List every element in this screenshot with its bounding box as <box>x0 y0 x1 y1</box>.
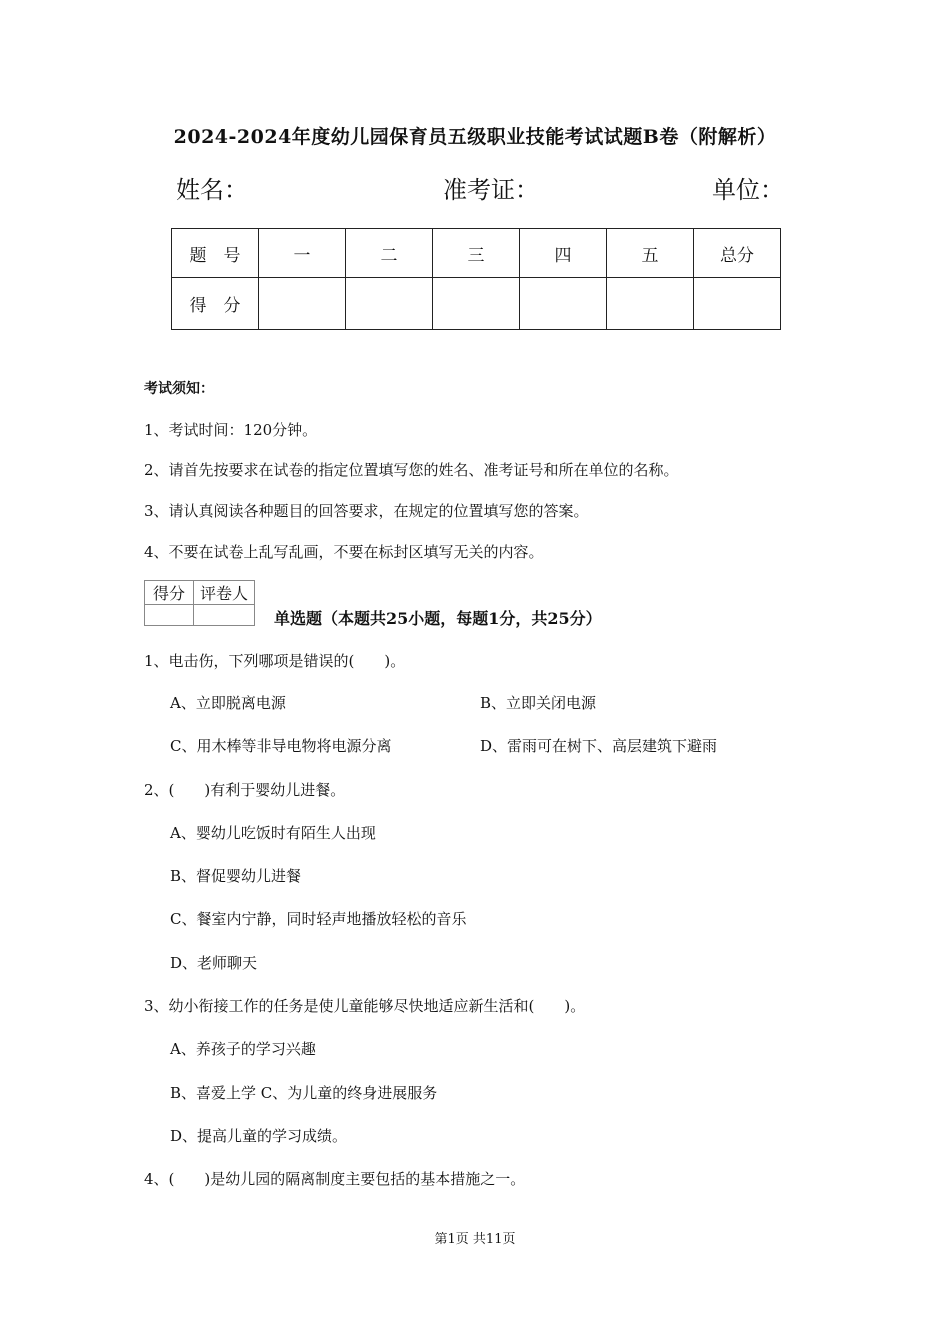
question-option: B、喜爱上学 C、为儿童的终身进展服务 <box>170 1084 438 1102</box>
question-stem: 2、( )有利于婴幼儿进餐。 <box>144 781 346 799</box>
score-table-header-row <box>172 229 781 278</box>
question-option: D、老师聊天 <box>170 954 258 972</box>
score-cell[interactable] <box>607 278 694 330</box>
score-table-header-cell: 二 <box>346 229 433 278</box>
grader-score-cell[interactable] <box>145 605 194 626</box>
question-option: C、用木棒等非导电物将电源分离 <box>170 737 392 755</box>
question-option: D、雷雨可在树下、高层建筑下避雨 <box>480 737 718 755</box>
page-footer: 第1页 共11页 <box>434 1232 516 1247</box>
score-table-header-cell: 四 <box>520 229 607 278</box>
grader-reviewer-cell[interactable] <box>194 605 255 626</box>
question-option: D、提高儿童的学习成绩。 <box>170 1127 348 1145</box>
exam-id-field-label: 准考证： <box>443 176 539 204</box>
question-option: C、餐室内宁静，同时轻声地播放轻松的音乐 <box>170 910 467 928</box>
score-cell[interactable] <box>694 278 781 330</box>
question-stem: 1、电击伤，下列哪项是错误的( )。 <box>144 652 406 670</box>
score-table <box>171 228 781 330</box>
score-cell[interactable] <box>259 278 346 330</box>
notice-item: 1、考试时间：120分钟。 <box>144 421 318 439</box>
question-option: A、立即脱离电源 <box>170 694 286 712</box>
question-option: A、婴幼儿吃饭时有陌生人出现 <box>170 824 376 842</box>
score-table-header-cell: 五 <box>607 229 694 278</box>
score-table-header-cell: 三 <box>433 229 520 278</box>
question-stem: 3、幼小衔接工作的任务是使儿童能够尽快地适应新生活和( )。 <box>144 997 586 1015</box>
score-table-score-row <box>172 278 781 330</box>
unit-field-label: 单位： <box>712 176 784 204</box>
grader-score-label: 得分 <box>145 581 194 605</box>
name-field-label: 姓名： <box>176 176 248 204</box>
section-title: 单选题（本题共25小题，每题1分，共25分） <box>274 609 602 628</box>
question-stem: 4、( )是幼儿园的隔离制度主要包括的基本措施之一。 <box>144 1170 526 1188</box>
score-table-row-label: 得 分 <box>172 278 259 330</box>
score-table-header-cell: 一 <box>259 229 346 278</box>
grader-box <box>144 580 255 626</box>
notice-item: 4、不要在试卷上乱写乱画，不要在标封区填写无关的内容。 <box>144 543 544 561</box>
notice-item: 3、请认真阅读各种题目的回答要求，在规定的位置填写您的答案。 <box>144 502 589 520</box>
score-table-header-cell: 题 号 <box>172 229 259 278</box>
notice-heading: 考试须知： <box>144 381 214 397</box>
question-option: B、立即关闭电源 <box>480 694 597 712</box>
question-option: B、督促婴幼儿进餐 <box>170 867 302 885</box>
grader-reviewer-label: 评卷人 <box>194 581 255 605</box>
notice-item: 2、请首先按要求在试卷的指定位置填写您的姓名、准考证号和所在单位的名称。 <box>144 461 679 479</box>
score-cell[interactable] <box>433 278 520 330</box>
exam-title: 2024-2024年度幼儿园保育员五级职业技能考试试题B卷（附解析） <box>173 126 777 148</box>
score-cell[interactable] <box>346 278 433 330</box>
score-cell[interactable] <box>520 278 607 330</box>
score-table-header-cell: 总分 <box>694 229 781 278</box>
question-option: A、养孩子的学习兴趣 <box>170 1040 316 1058</box>
